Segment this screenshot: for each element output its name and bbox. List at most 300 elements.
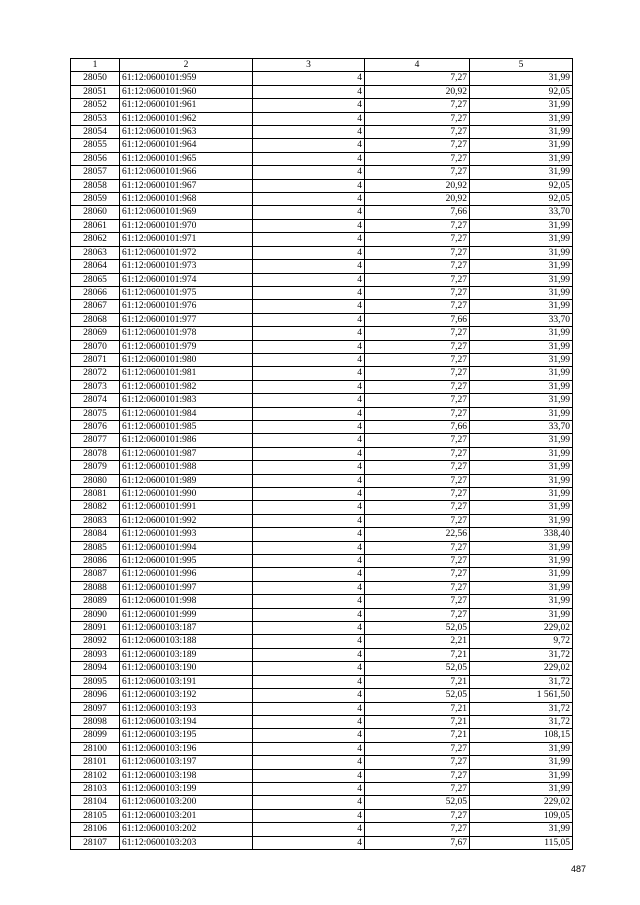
cell-column-3: 4 [253,85,365,98]
cell-row-number: 28078 [71,447,120,460]
cell-column-3: 4 [253,782,365,795]
cell-column-3: 4 [253,179,365,192]
cell-column-5: 108,15 [470,729,573,742]
cell-column-4: 7,66 [365,313,470,326]
cell-row-number: 28102 [71,769,120,782]
cell-row-number: 28094 [71,662,120,675]
cell-column-4: 7,27 [365,300,470,313]
cell-column-5: 31,99 [470,72,573,85]
table-row [71,394,573,407]
cell-cadastral-number: 61:12:0600101:963 [120,126,253,139]
table-row [71,407,573,420]
cell-column-3: 4 [253,501,365,514]
cell-column-4: 7,27 [365,514,470,527]
cell-cadastral-number: 61:12:0600103:190 [120,662,253,675]
cell-cadastral-number: 61:12:0600101:999 [120,608,253,621]
cell-cadastral-number: 61:12:0600101:989 [120,474,253,487]
table-row [71,729,573,742]
cell-column-4: 7,27 [365,152,470,165]
cell-column-4: 7,27 [365,782,470,795]
cell-cadastral-number: 61:12:0600103:194 [120,715,253,728]
cell-column-3: 4 [253,300,365,313]
cell-column-5: 31,99 [470,488,573,501]
header-col-1: 1 [71,59,120,72]
cell-row-number: 28065 [71,273,120,286]
table-row [71,702,573,715]
cell-column-4: 7,27 [365,327,470,340]
cell-row-number: 28089 [71,595,120,608]
cell-column-4: 7,27 [365,273,470,286]
cell-column-5: 31,99 [470,568,573,581]
cell-column-5: 31,99 [470,581,573,594]
cell-column-3: 4 [253,608,365,621]
table-row [71,219,573,232]
table-row [71,246,573,259]
cell-row-number: 28107 [71,836,120,849]
cell-column-4: 7,27 [365,166,470,179]
cell-column-5: 31,99 [470,434,573,447]
cell-column-5: 109,05 [470,809,573,822]
cell-cadastral-number: 61:12:0600101:985 [120,420,253,433]
cell-column-5: 338,40 [470,528,573,541]
cell-column-3: 4 [253,273,365,286]
table-row [71,756,573,769]
table-row [71,836,573,849]
cell-column-3: 4 [253,152,365,165]
cell-row-number: 28091 [71,622,120,635]
cell-row-number: 28081 [71,488,120,501]
cell-cadastral-number: 61:12:0600101:995 [120,555,253,568]
table-row [71,488,573,501]
cell-column-4: 7,27 [365,72,470,85]
cell-column-5: 33,70 [470,206,573,219]
cell-row-number: 28099 [71,729,120,742]
cell-column-4: 7,27 [365,340,470,353]
cell-column-3: 4 [253,286,365,299]
table-row [71,501,573,514]
cell-column-5: 31,99 [470,126,573,139]
table-row [71,823,573,836]
cell-cadastral-number: 61:12:0600103:199 [120,782,253,795]
cell-cadastral-number: 61:12:0600101:997 [120,581,253,594]
cell-cadastral-number: 61:12:0600101:969 [120,206,253,219]
table-row [71,514,573,527]
cell-column-3: 4 [253,434,365,447]
cell-row-number: 28069 [71,327,120,340]
cell-cadastral-number: 61:12:0600101:965 [120,152,253,165]
cell-column-5: 31,99 [470,407,573,420]
table-row [71,461,573,474]
cell-row-number: 28070 [71,340,120,353]
cell-column-5: 31,99 [470,300,573,313]
cell-column-3: 4 [253,447,365,460]
table-row [71,99,573,112]
cell-column-3: 4 [253,823,365,836]
cell-column-3: 4 [253,836,365,849]
table-row [71,742,573,755]
cell-column-5: 31,99 [470,782,573,795]
cell-column-5: 31,99 [470,756,573,769]
cell-column-3: 4 [253,340,365,353]
table-row [71,675,573,688]
cell-cadastral-number: 61:12:0600101:961 [120,99,253,112]
table-row [71,474,573,487]
cell-column-3: 4 [253,568,365,581]
cell-column-4: 7,27 [365,380,470,393]
cell-row-number: 28075 [71,407,120,420]
cell-cadastral-number: 61:12:0600101:978 [120,327,253,340]
table-row [71,769,573,782]
cell-column-4: 7,27 [365,260,470,273]
cell-column-5: 31,72 [470,715,573,728]
cell-cadastral-number: 61:12:0600101:964 [120,139,253,152]
cell-column-4: 7,27 [365,434,470,447]
cell-row-number: 28083 [71,514,120,527]
cell-column-3: 4 [253,380,365,393]
cell-row-number: 28068 [71,313,120,326]
cell-column-4: 7,66 [365,420,470,433]
table-row [71,367,573,380]
table-row [71,715,573,728]
cell-column-4: 7,27 [365,407,470,420]
cell-column-5: 9,72 [470,635,573,648]
cell-column-3: 4 [253,595,365,608]
cell-column-3: 4 [253,112,365,125]
cell-column-5: 31,99 [470,353,573,366]
cell-cadastral-number: 61:12:0600101:974 [120,273,253,286]
cell-column-5: 31,99 [470,112,573,125]
cell-cadastral-number: 61:12:0600101:960 [120,85,253,98]
cell-row-number: 28105 [71,809,120,822]
cell-column-4: 7,27 [365,581,470,594]
cell-column-3: 4 [253,796,365,809]
cell-column-3: 4 [253,474,365,487]
cell-row-number: 28082 [71,501,120,514]
table-row [71,340,573,353]
header-col-4: 4 [365,59,470,72]
table-row [71,193,573,206]
cell-row-number: 28066 [71,286,120,299]
cell-column-5: 31,99 [470,260,573,273]
cell-column-4: 7,27 [365,595,470,608]
cell-cadastral-number: 61:12:0600101:981 [120,367,253,380]
cell-column-4: 22,56 [365,528,470,541]
cell-cadastral-number: 61:12:0600101:988 [120,461,253,474]
cell-column-3: 4 [253,126,365,139]
cell-column-5: 31,99 [470,286,573,299]
cell-column-3: 4 [253,219,365,232]
cell-row-number: 28067 [71,300,120,313]
cell-column-5: 31,99 [470,166,573,179]
cell-column-4: 7,21 [365,702,470,715]
cell-column-3: 4 [253,367,365,380]
cell-row-number: 28059 [71,193,120,206]
cell-cadastral-number: 61:12:0600103:202 [120,823,253,836]
cell-row-number: 28104 [71,796,120,809]
cell-column-4: 20,92 [365,179,470,192]
cell-row-number: 28064 [71,260,120,273]
cell-column-5: 31,99 [470,367,573,380]
table-row [71,581,573,594]
cell-column-3: 4 [253,394,365,407]
cell-row-number: 28097 [71,702,120,715]
cell-row-number: 28101 [71,756,120,769]
cell-column-4: 7,27 [365,112,470,125]
cell-column-4: 7,27 [365,541,470,554]
table-row [71,595,573,608]
cell-cadastral-number: 61:12:0600101:980 [120,353,253,366]
table-row [71,689,573,702]
cell-column-4: 7,27 [365,608,470,621]
cell-cadastral-number: 61:12:0600101:996 [120,568,253,581]
cell-column-5: 31,99 [470,595,573,608]
table-row [71,420,573,433]
cell-cadastral-number: 61:12:0600101:982 [120,380,253,393]
cell-column-5: 31,99 [470,219,573,232]
cell-column-3: 4 [253,313,365,326]
table-row [71,166,573,179]
cell-column-3: 4 [253,541,365,554]
header-col-2: 2 [120,59,253,72]
cell-column-4: 52,05 [365,622,470,635]
cell-cadastral-number: 61:12:0600101:990 [120,488,253,501]
cell-column-4: 7,27 [365,474,470,487]
cell-column-3: 4 [253,99,365,112]
cell-column-5: 31,99 [470,514,573,527]
cell-column-5: 92,05 [470,85,573,98]
table-body [71,72,573,850]
cell-column-3: 4 [253,662,365,675]
cell-cadastral-number: 61:12:0600103:200 [120,796,253,809]
table-row [71,782,573,795]
cell-row-number: 28053 [71,112,120,125]
cell-cadastral-number: 61:12:0600101:971 [120,233,253,246]
cell-column-3: 4 [253,260,365,273]
cell-row-number: 28098 [71,715,120,728]
cell-column-4: 7,27 [365,488,470,501]
table-row [71,85,573,98]
cell-column-4: 7,21 [365,648,470,661]
table-row [71,300,573,313]
cell-row-number: 28103 [71,782,120,795]
cell-column-3: 4 [253,72,365,85]
table-row [71,260,573,273]
cell-column-4: 7,66 [365,206,470,219]
table-row [71,622,573,635]
cell-column-4: 7,27 [365,769,470,782]
cell-column-5: 31,99 [470,327,573,340]
cell-cadastral-number: 61:12:0600103:201 [120,809,253,822]
cell-row-number: 28090 [71,608,120,621]
cell-column-5: 92,05 [470,179,573,192]
cell-row-number: 28088 [71,581,120,594]
cell-cadastral-number: 61:12:0600101:975 [120,286,253,299]
table-row [71,327,573,340]
cell-cadastral-number: 61:12:0600103:192 [120,689,253,702]
cell-column-4: 7,27 [365,367,470,380]
cell-column-3: 4 [253,702,365,715]
cell-row-number: 28057 [71,166,120,179]
cell-column-4: 7,27 [365,555,470,568]
table-row [71,179,573,192]
cell-column-4: 7,27 [365,742,470,755]
cell-row-number: 28062 [71,233,120,246]
table-row [71,809,573,822]
cell-column-4: 7,21 [365,675,470,688]
cell-cadastral-number: 61:12:0600101:984 [120,407,253,420]
cell-column-5: 31,99 [470,152,573,165]
cell-column-3: 4 [253,193,365,206]
cell-column-3: 4 [253,756,365,769]
table-row [71,648,573,661]
table-row [71,126,573,139]
cell-cadastral-number: 61:12:0600103:203 [120,836,253,849]
cell-column-3: 4 [253,139,365,152]
cell-cadastral-number: 61:12:0600103:188 [120,635,253,648]
cell-column-5: 31,99 [470,555,573,568]
cell-column-5: 229,02 [470,796,573,809]
cell-column-4: 52,05 [365,662,470,675]
cell-cadastral-number: 61:12:0600101:979 [120,340,253,353]
cell-cadastral-number: 61:12:0600101:973 [120,260,253,273]
table-row [71,434,573,447]
cell-column-5: 31,99 [470,474,573,487]
cell-cadastral-number: 61:12:0600101:959 [120,72,253,85]
table-row [71,286,573,299]
data-table [70,58,573,850]
table-row [71,555,573,568]
cell-column-4: 2,21 [365,635,470,648]
cell-row-number: 28060 [71,206,120,219]
table-row [71,72,573,85]
cell-column-4: 7,21 [365,729,470,742]
table-row [71,353,573,366]
cell-column-4: 7,27 [365,756,470,769]
cell-cadastral-number: 61:12:0600103:198 [120,769,253,782]
cell-cadastral-number: 61:12:0600101:986 [120,434,253,447]
cell-column-5: 31,99 [470,233,573,246]
cell-cadastral-number: 61:12:0600101:977 [120,313,253,326]
cell-row-number: 28100 [71,742,120,755]
cell-column-3: 4 [253,166,365,179]
cell-cadastral-number: 61:12:0600101:998 [120,595,253,608]
table-row [71,541,573,554]
cell-column-3: 4 [253,206,365,219]
header-row [71,59,573,72]
cell-column-3: 4 [253,407,365,420]
cell-cadastral-number: 61:12:0600103:193 [120,702,253,715]
table-row [71,380,573,393]
table-row [71,796,573,809]
cell-column-4: 7,27 [365,809,470,822]
cell-column-4: 7,27 [365,99,470,112]
cell-cadastral-number: 61:12:0600101:983 [120,394,253,407]
cell-cadastral-number: 61:12:0600103:195 [120,729,253,742]
cell-column-4: 7,27 [365,394,470,407]
cell-column-4: 7,27 [365,501,470,514]
cell-column-3: 4 [253,809,365,822]
cell-column-5: 31,99 [470,380,573,393]
cell-column-5: 31,99 [470,823,573,836]
cell-column-4: 7,27 [365,246,470,259]
cell-row-number: 28052 [71,99,120,112]
cell-column-3: 4 [253,675,365,688]
cell-row-number: 28061 [71,219,120,232]
cell-row-number: 28073 [71,380,120,393]
cell-row-number: 28079 [71,461,120,474]
cell-row-number: 28096 [71,689,120,702]
cell-row-number: 28054 [71,126,120,139]
cell-column-5: 31,72 [470,702,573,715]
table-row [71,528,573,541]
cell-column-3: 4 [253,488,365,501]
cell-column-3: 4 [253,622,365,635]
cell-row-number: 28080 [71,474,120,487]
cell-column-4: 52,05 [365,796,470,809]
cell-column-5: 33,70 [470,420,573,433]
cell-row-number: 28072 [71,367,120,380]
header-col-5: 5 [470,59,573,72]
cell-column-3: 4 [253,246,365,259]
cell-column-5: 33,70 [470,313,573,326]
cell-column-3: 4 [253,635,365,648]
cell-column-5: 31,99 [470,246,573,259]
cell-cadastral-number: 61:12:0600101:967 [120,179,253,192]
cell-column-4: 7,27 [365,126,470,139]
cell-column-3: 4 [253,420,365,433]
table-row [71,662,573,675]
cell-column-5: 31,99 [470,99,573,112]
cell-column-5: 31,99 [470,541,573,554]
cell-cadastral-number: 61:12:0600103:191 [120,675,253,688]
cell-column-5: 31,99 [470,139,573,152]
cell-column-5: 229,02 [470,622,573,635]
cell-row-number: 28084 [71,528,120,541]
table-row [71,608,573,621]
cell-column-3: 4 [253,581,365,594]
cell-cadastral-number: 61:12:0600101:987 [120,447,253,460]
cell-cadastral-number: 61:12:0600101:972 [120,246,253,259]
cell-row-number: 28092 [71,635,120,648]
cell-column-5: 115,05 [470,836,573,849]
cell-cadastral-number: 61:12:0600103:197 [120,756,253,769]
cell-column-3: 4 [253,327,365,340]
header-col-3: 3 [253,59,365,72]
cell-column-4: 20,92 [365,85,470,98]
cell-cadastral-number: 61:12:0600101:992 [120,514,253,527]
cell-row-number: 28074 [71,394,120,407]
cell-column-4: 7,27 [365,286,470,299]
cell-column-4: 7,27 [365,139,470,152]
cell-column-4: 7,27 [365,233,470,246]
cell-column-3: 4 [253,528,365,541]
cell-row-number: 28076 [71,420,120,433]
cell-column-4: 20,92 [365,193,470,206]
cell-column-3: 4 [253,769,365,782]
table-row [71,273,573,286]
cell-column-4: 7,21 [365,715,470,728]
cell-column-3: 4 [253,555,365,568]
cell-cadastral-number: 61:12:0600101:976 [120,300,253,313]
cell-column-3: 4 [253,353,365,366]
cell-cadastral-number: 61:12:0600103:196 [120,742,253,755]
cell-column-5: 31,72 [470,648,573,661]
cell-row-number: 28056 [71,152,120,165]
cell-column-4: 7,27 [365,568,470,581]
page-number: 487 [570,864,586,874]
table-row [71,568,573,581]
cell-column-3: 4 [253,233,365,246]
